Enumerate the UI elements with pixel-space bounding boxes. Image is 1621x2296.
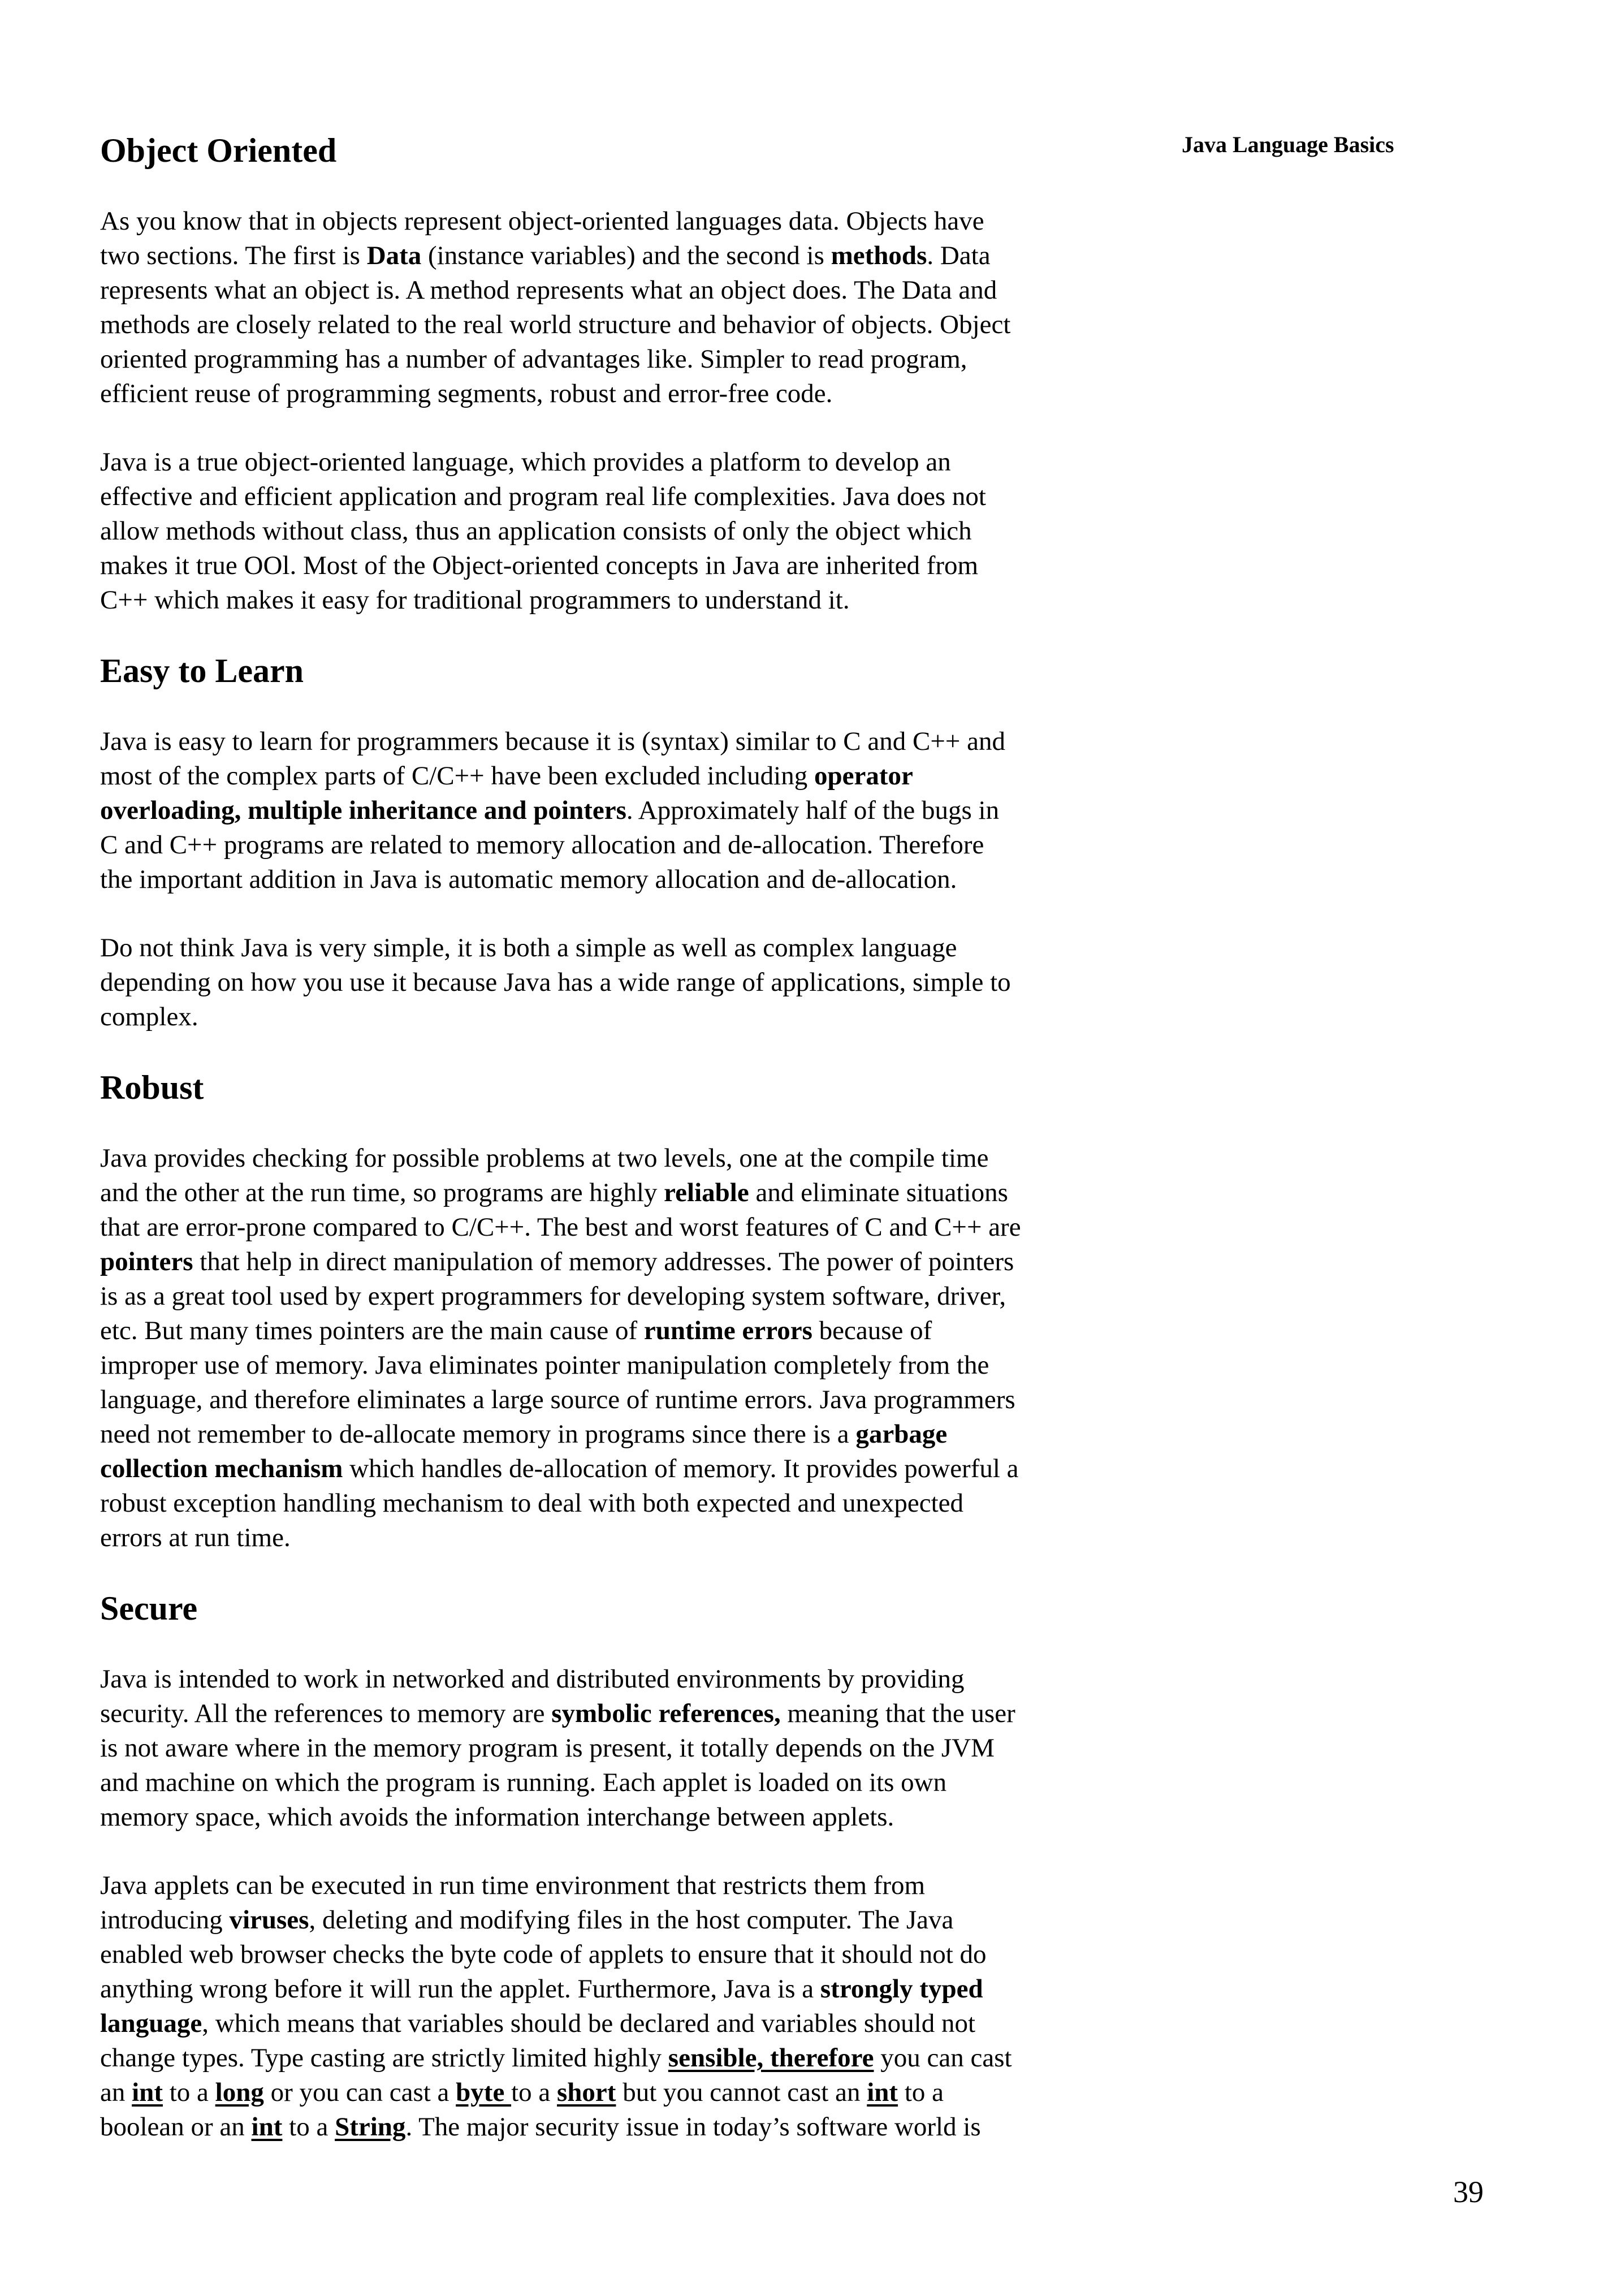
text-run: that help in direct manipulation of memory addresses. The power of pointers is as a great tool used by expert programmers for developing system software, driver, etc. But many times pointers are the main cause of (100, 1247, 1014, 1345)
text-run: to a boolean or an (100, 2078, 944, 2142)
emphasized-term: reliable (664, 1178, 749, 1207)
text-run: . Approximately half of the bugs in C and C++ programs are related to memory allocation and de-allocation. Therefore the important addition in Java is automatic memory allocation and de-allocation. (100, 796, 1000, 894)
emphasized-underlined-term: int (132, 2078, 163, 2107)
text-run: but you cannot cast an (616, 2078, 867, 2107)
text-run: to a (162, 2078, 215, 2107)
emphasized-underlined-term: byte (456, 2078, 512, 2107)
text-run: because of improper use of memory. Java eliminates pointer manipulation completely from the language, and therefore eliminates a large source of runtime errors. Java programmers need not remember to de-allocate memory in programs since there is a (100, 1316, 1015, 1449)
text-run: to a (511, 2078, 557, 2107)
emphasized-term: garbage collection mechanism (100, 1419, 948, 1483)
body-paragraph (100, 1662, 1163, 1835)
text-run: Do not think Java is very simple, it is both a simple as well as complex language depending on how you use it because Java has a wide range of applications, simple to complex. (100, 933, 1011, 1032)
section-heading: Robust (100, 1069, 204, 1106)
emphasized-underlined-term: int (867, 2078, 898, 2107)
body-paragraph (100, 445, 1163, 618)
body-paragraph (100, 1141, 1163, 1555)
emphasized-underlined-term: long (215, 2078, 264, 2107)
running-header: Java Language Basics (1182, 132, 1394, 157)
text-run: you can cast an (100, 2043, 1012, 2107)
body-paragraph (100, 931, 1163, 1034)
text-run: and eliminate situations that are error-prone compared to C/C++. The best and worst features of C and C++ are (100, 1178, 1021, 1242)
emphasized-term: Data (366, 241, 422, 270)
text-run: to a (282, 2112, 335, 2142)
text-run: or you can cast a (263, 2078, 456, 2107)
text-run: . Data represents what an object is. A method represents what an object does. The Data and methods are closely related to the real world structure and behavior of objects. Object oriented programming has a number of advantages like. Simpler to read program, efficient reuse of programming segments, robust and error-free code. (100, 241, 1011, 408)
body-paragraph (100, 724, 1163, 897)
body-paragraph (100, 204, 1163, 411)
emphasized-underlined-term: String (335, 2112, 406, 2142)
text-run: , which means that variables should be declared and variables should not change types. Type casting are strictly limited highly (100, 2009, 976, 2073)
emphasized-underlined-term: int (251, 2112, 283, 2142)
page-number: 39 (1453, 2175, 1484, 2209)
text-run: Java is intended to work in networked and distributed environments by providing security. All the references to memory are (100, 1664, 965, 1728)
emphasized-term: strongly typed language (100, 1974, 983, 2038)
section-heading: Object Oriented (100, 132, 337, 169)
text-run: Java applets can be executed in run time environment that restricts them from introducing (100, 1871, 926, 1935)
emphasized-term: viruses (229, 1905, 309, 1935)
emphasized-underlined-term: sensible, therefore (668, 2043, 874, 2073)
text-run: As you know that in objects represent object-oriented languages data. Objects have two sections. The first is (100, 206, 984, 270)
page-content (100, 131, 1163, 2178)
emphasized-term: runtime errors (643, 1316, 812, 1345)
text-run: , deleting and modifying files in the host computer. The Java enabled web browser checks the byte code of applets to ensure that it should not do anything wrong before it will run the applet. Furthermore, Java is a (100, 1905, 987, 2004)
emphasized-term: symbolic references, (551, 1699, 781, 1728)
section-heading: Easy to Learn (100, 652, 304, 689)
section-heading: Secure (100, 1590, 198, 1627)
text-run: . The major security issue in today’s software world is (405, 2112, 981, 2142)
emphasized-term: pointers (100, 1247, 193, 1276)
text-run: which handles de-allocation of memory. It provides powerful a robust exception handling mechanism to deal with both expected and unexpected errors at run time. (100, 1454, 1019, 1552)
text-run: Java is easy to learn for programmers because it is (syntax) similar to C and C++ and most of the complex parts of C/C++ have been excluded including (100, 727, 1005, 791)
text-run: (instance variables) and the second is (421, 241, 831, 270)
text-run: Java provides checking for possible problems at two levels, one at the compile time and the other at the run time, so programs are highly (100, 1143, 989, 1207)
body-paragraph (100, 1868, 1163, 2144)
text-run: Java is a true object-oriented language, which provides a platform to develop an effective and efficient application and program real life complexities. Java does not allow methods without class, thus an application consists of only the object which makes it true OOl. Most of the Object-oriented concepts in Java are inherited from C++ which makes it easy for traditional programmers to understand it. (100, 447, 986, 615)
emphasized-underlined-term: short (557, 2078, 616, 2107)
text-run: meaning that the user is not aware where in the memory program is present, it totally depends on the JVM and machine on which the program is running. Each applet is loaded on its own memory space, which avoids the information interchange between applets. (100, 1699, 1015, 1832)
emphasized-term: operator overloading, multiple inheritance and pointers (100, 761, 913, 825)
emphasized-term: methods (831, 241, 927, 270)
